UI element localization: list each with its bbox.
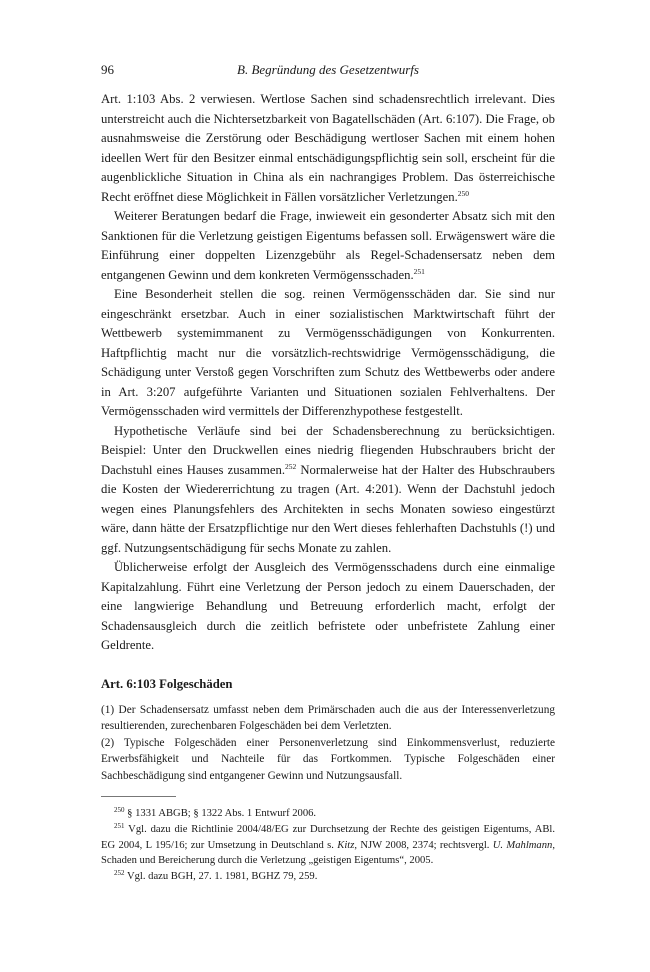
footnotes: [101, 806, 555, 884]
paragraph-5: Üblicherweise erfolgt der Ausgleich des Vermögensschadens durch eine einmalige Kapitalzahlung. Führt eine Verletzung der Person jedoch zu einem Dauerschaden, der eine langwierige Behandlung und Betreuung erforderlich macht, erfolgt der Schadensausgleich durch die zeitlich befristete oder unbefristete Zahlung einer Geldrente.: [101, 560, 555, 652]
author-mahlmann: U. Mahlmann: [492, 839, 553, 851]
page-number: 96: [101, 62, 114, 77]
footnote-ref-250[interactable]: 250: [457, 188, 470, 198]
footnote-ref-252[interactable]: 252: [285, 461, 297, 471]
paragraph-2: Weiterer Beratungen bedarf die Frage, inwieweit ein gesonderter Absatz sich mit den Sanktionen für die Verletzung geistigen Eigentums befassen soll. Erwägenswert wäre die Einführung einer doppelten Lizenzgebühr als Regel-Schadensersatz neben dem entgangenen Gewinn und dem konkreten Vermögensschaden.$^{251}$: [101, 209, 555, 282]
footnote-250: $^{250}$ § 1331 ABGB; § 1322 Abs. 1 Entwurf 2006.: [114, 806, 317, 820]
article-heading: Art. 6:103 Folgeschäden: [101, 676, 233, 691]
footnote-251: $^{251}$ Vgl. dazu die Richtlinie 2004/48/EG zur Durchsetzung der Rechte des geistigen Eigentums, ABl. EG 2004, L 195/16; zur Umsetzung in Deutschland s. Kitz, NJW 2008, 2374; rechtsvergl. U. Mahlmann, Schaden und Bereicherung durch die Verletzung „geistigen Eigentums“, 2005.: [101, 822, 555, 867]
footnote-ref-251[interactable]: 251: [413, 266, 425, 276]
footnote-252: $^{252}$ Vgl. dazu BGH, 27. 1. 1981, BGHZ 79, 259.: [114, 868, 318, 882]
paragraph-3: Eine Besonderheit stellen die sog. reinen Vermögensschäden dar. Sie sind nur eingeschränkt ersetzbar. Auch in einer sozialistischen Marktwirtschaft führt der Wettbewerb systemimmanent zu Vermögensschädigungen von Konkurrenten. Haftpflichtig macht nur die vorsätzlich-rechtswidrige Vermögensschädigung, die Schädigung unter Verstoß gegen Vorschriften zum Schutz des Wettbewerbs oder andere in Art. 3:207 aufgeführte Varianten und Situationen sozialen Fehlverhaltens. Der Vermögensschaden wird vermittels der Differenzhypothese festgestellt.: [101, 287, 555, 418]
paragraph-1: Art. 1:103 Abs. 2 verwiesen. Wertlose Sachen sind schadensrechtlich irrelevant. Dies unterstreicht auch die Nichtersetzbarkeit von Bagatellschäden (Art. 6:107). Die Frage, ob ausnahmsweise die Zerstörung oder Beschädigung wertloser Sachen mit einem hohen ideellen Wert für den Besitzer einmal entschädigungspflichtig sein soll, erscheint für die augenblickliche Situation in China als ein nachrangiges Problem. Das österreichische Recht eröffnet diese Möglichkeit in Fällen vorsätzlicher Verletzungen.$^{250}$: [101, 92, 555, 204]
author-kitz: Kitz: [337, 839, 355, 851]
footnote-divider: [101, 796, 176, 797]
page-header: [101, 60, 555, 80]
article-paragraph-1: (1) Der Schadensersatz umfasst neben dem Primärschaden auch die aus der Interessenverletzung resultierenden, zurechenbaren Folgeschäden bei dem Verletzten.: [101, 703, 555, 733]
article-text: [101, 702, 555, 785]
main-text: [101, 90, 555, 656]
paragraph-4: Hypothetische Verläufe sind bei der Schadensberechnung zu berücksichtigen. Beispiel: Unter den Druckwellen eines niedrig fliegenden Hubschraubers bricht der Dachstuhl eines Hauses zusammen.$^{252}$ Normalerweise hat der Halter des Hubschraubers die Kosten der Wiedererrichtung zu tragen (Art. 4:201). Wenn der Dachstuhl jedoch wegen eines Planungsfehlers des Architekten in sechs Monaten sowieso eingestürzt wäre, dann hätte der Ersatzpflichtige nur den Wert dieses fehlerhaften Dachstuhls (!) und ggf. Nutzungsentschädigung für sechs Monate zu zahlen.: [101, 423, 555, 555]
book-page: [101, 60, 555, 884]
running-title: B. Begründung des Gesetzentwurfs: [237, 62, 419, 77]
article-paragraph-2: (2) Typische Folgeschäden einer Personenverletzung sind Einkommensverlust, reduzierte Erwerbsfähigkeit und Nachteile für das Fortkommen. Typische Folgeschäden einer Sachbeschädigung sind entgangener Gewinn und Nutzungsausfall.: [101, 736, 555, 782]
